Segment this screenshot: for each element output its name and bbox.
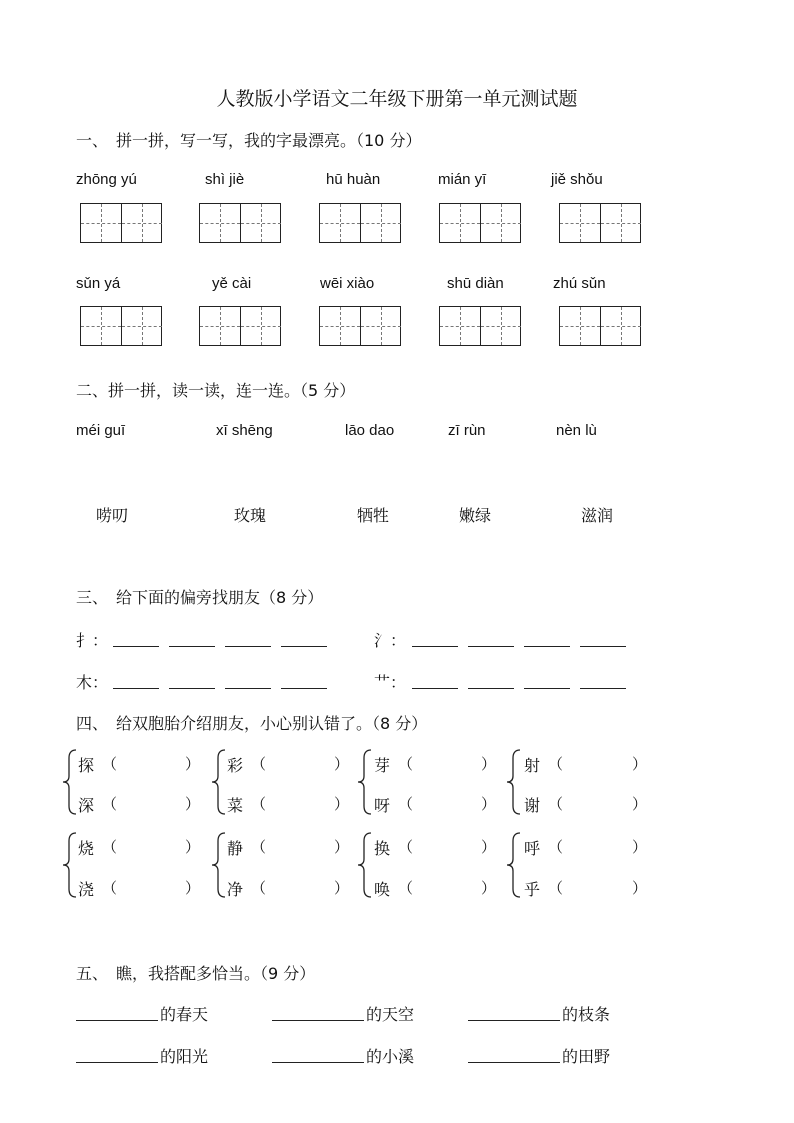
close-paren: ） [632,795,648,813]
answer-blank[interactable] [412,688,458,689]
tianzige-box[interactable] [199,203,281,243]
section5-heading: 五、 瞧，我搭配多恰当。（9 分） [76,964,316,983]
pinyin-label: hū huàn [326,171,381,188]
open-paren: （ [102,755,118,773]
pinyin-label: jiě shǒu [551,171,603,188]
open-paren: （ [398,795,414,813]
close-paren: ） [185,755,201,773]
close-paren: ） [481,795,497,813]
char-bottom: 谢 [524,796,541,815]
answer-blank[interactable] [169,646,215,647]
close-paren: ） [632,838,648,856]
pinyin-label: wēi xiào [320,275,375,292]
open-paren: （ [251,755,267,773]
section2-heading: 二、拼一拼，读一读，连一连。（5 分） [76,381,356,400]
answer-blank[interactable] [580,688,626,689]
char-bottom: 呀 [374,796,391,815]
answer-blank[interactable] [412,646,458,647]
answer-blank[interactable] [281,688,327,689]
answer-blank[interactable] [76,1062,158,1063]
char-top: 呼 [524,839,541,858]
match-word[interactable]: 牺牲 [357,506,390,525]
tianzige-box[interactable] [319,203,401,243]
close-paren: ） [632,879,648,897]
curly-brace-icon [357,831,373,899]
open-paren: （ [102,838,118,856]
char-top: 芽 [374,756,391,775]
tianzige-box[interactable] [199,306,281,346]
section3-heading: 三、 给下面的偏旁找朋友（8 分） [76,588,324,607]
phrase-suffix: 的枝条 [562,1005,611,1024]
curly-brace-icon [506,748,522,816]
char-top: 静 [227,839,244,858]
open-paren: （ [548,795,564,813]
match-word[interactable]: 唠叨 [96,506,129,525]
char-bottom: 净 [227,880,244,899]
radical-label: 氵： [374,631,407,650]
open-paren: （ [548,755,564,773]
curly-brace-icon [62,831,78,899]
pinyin-label: mián yī [438,171,487,188]
open-paren: （ [548,879,564,897]
section1-heading: 一、 拼一拼，写一写，我的字最漂亮。（10 分） [76,131,422,150]
pinyin-label: méi guī [76,422,126,439]
radical-label: 木： [76,673,109,692]
radical-label: 扌： [76,631,109,650]
answer-blank[interactable] [113,646,159,647]
char-top: 彩 [227,756,244,775]
char-top: 烧 [78,839,95,858]
pinyin-label: zī rùn [448,422,486,439]
char-top: 探 [78,756,95,775]
pinyin-label: sǔn yá [76,275,121,292]
tianzige-box[interactable] [439,306,521,346]
open-paren: （ [102,795,118,813]
tianzige-box[interactable] [80,203,162,243]
tianzige-box[interactable] [559,203,641,243]
answer-blank[interactable] [169,688,215,689]
curly-brace-icon [506,831,522,899]
close-paren: ） [334,838,350,856]
answer-blank[interactable] [468,1020,560,1021]
pinyin-label: zhōng yú [76,171,137,188]
close-paren: ） [185,795,201,813]
pinyin-label: shū diàn [447,275,504,292]
answer-blank[interactable] [113,688,159,689]
answer-blank[interactable] [580,646,626,647]
char-top: 换 [374,839,391,858]
curly-brace-icon [62,748,78,816]
close-paren: ） [632,755,648,773]
open-paren: （ [251,795,267,813]
answer-blank[interactable] [468,646,514,647]
char-bottom: 浇 [78,880,95,899]
match-word[interactable]: 滋润 [581,506,614,525]
tianzige-box[interactable] [559,306,641,346]
curly-brace-icon [211,831,227,899]
pinyin-label: yě cài [212,275,252,292]
char-bottom: 菜 [227,796,244,815]
curly-brace-icon [211,748,227,816]
phrase-suffix: 的阳光 [160,1047,209,1066]
phrase-suffix: 的春天 [160,1005,209,1024]
match-word[interactable]: 玫瑰 [234,506,267,525]
answer-blank[interactable] [281,646,327,647]
phrase-suffix: 的田野 [562,1047,611,1066]
open-paren: （ [398,838,414,856]
close-paren: ） [481,755,497,773]
close-paren: ） [185,838,201,856]
phrase-suffix: 的小溪 [366,1047,415,1066]
pinyin-label: lāo dao [345,422,395,439]
answer-blank[interactable] [272,1062,364,1063]
close-paren: ） [185,879,201,897]
open-paren: （ [398,755,414,773]
open-paren: （ [398,879,414,897]
curly-brace-icon [357,748,373,816]
pinyin-label: nèn lù [556,422,597,439]
pinyin-label: xī shēng [216,422,273,439]
open-paren: （ [102,879,118,897]
phrase-suffix: 的天空 [366,1005,415,1024]
answer-blank[interactable] [76,1020,158,1021]
match-word[interactable]: 嫩绿 [459,506,492,525]
answer-blank[interactable] [468,1062,560,1063]
close-paren: ） [334,879,350,897]
radical-label: 艹： [374,673,407,692]
char-bottom: 深 [78,796,95,815]
tianzige-box[interactable] [319,306,401,346]
answer-blank[interactable] [225,688,271,689]
char-bottom: 唤 [374,880,391,899]
answer-blank[interactable] [272,1020,364,1021]
section4-heading: 四、 给双胞胎介绍朋友，小心别认错了。（8 分） [76,714,428,733]
answer-blank[interactable] [524,646,570,647]
answer-blank[interactable] [225,646,271,647]
close-paren: ） [481,879,497,897]
tianzige-box[interactable] [80,306,162,346]
close-paren: ） [334,755,350,773]
tianzige-box[interactable] [439,203,521,243]
open-paren: （ [251,879,267,897]
open-paren: （ [251,838,267,856]
close-paren: ） [481,838,497,856]
open-paren: （ [548,838,564,856]
pinyin-label: zhú sǔn [553,275,606,292]
pinyin-label: shì jiè [205,171,245,188]
answer-blank[interactable] [524,688,570,689]
page-title: 人教版小学语文二年级下册第一单元测试题 [216,88,578,110]
close-paren: ） [334,795,350,813]
char-bottom: 乎 [524,880,541,899]
char-top: 射 [524,756,541,775]
answer-blank[interactable] [468,688,514,689]
